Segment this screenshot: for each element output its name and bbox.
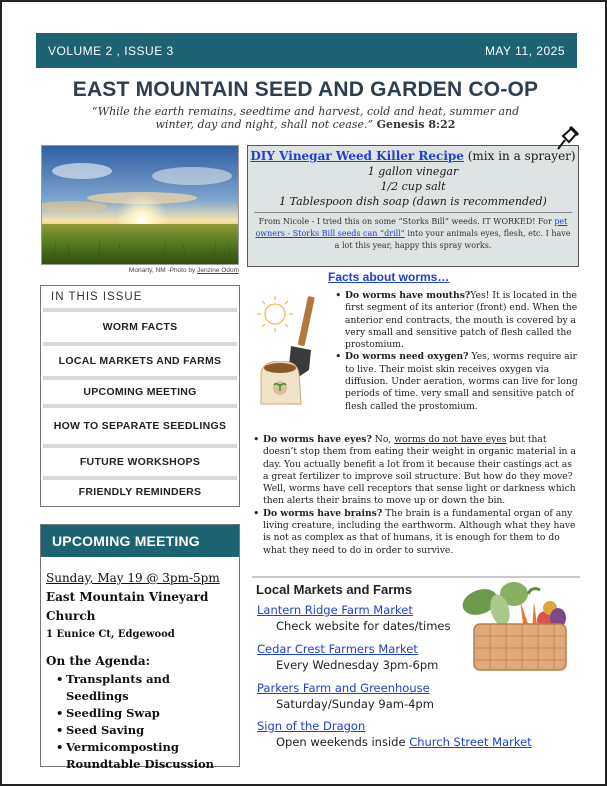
market-entry bbox=[257, 602, 450, 634]
photo-credit: Jenzine Odom bbox=[197, 267, 239, 274]
market-link-parkers-farm[interactable]: Parkers Farm and Greenhouse bbox=[257, 681, 430, 695]
recipe-title bbox=[248, 149, 578, 164]
market-link-cedar-crest[interactable]: Cedar Crest Farmers Market bbox=[257, 642, 418, 656]
market-hours-text: Open weekends inside bbox=[276, 735, 410, 749]
meeting-heading: UPCOMING MEETING bbox=[41, 525, 239, 557]
worm-question: Do worms have mouths? bbox=[345, 290, 471, 301]
recipe-note bbox=[248, 216, 578, 252]
worm-fact bbox=[252, 434, 579, 508]
market-link-lantern-ridge[interactable]: Lantern Ridge Farm Market bbox=[257, 603, 413, 617]
toc-item-future-workshops[interactable]: FUTURE WORKSHOPS bbox=[43, 444, 237, 476]
weed-killer-recipe-box bbox=[247, 145, 579, 267]
toc-heading: IN THIS ISSUE bbox=[51, 291, 143, 303]
market-hours: Saturday/Sunday 9am-4pm bbox=[276, 697, 434, 711]
market-entry bbox=[257, 641, 438, 673]
worm-fact bbox=[334, 290, 579, 351]
market-entry bbox=[257, 718, 532, 750]
worm-question: Do worms have brains? bbox=[263, 507, 383, 519]
upcoming-meeting-box bbox=[40, 524, 240, 771]
church-street-market-link[interactable]: Church Street Market bbox=[409, 735, 532, 749]
recipe-title-link[interactable]: DIY Vinegar Weed Killer Recipe bbox=[250, 149, 464, 163]
meeting-date: Sunday, May 19 @ 3pm-5pm bbox=[46, 571, 220, 585]
worm-answer: but that doesn’t stop them from eating their weight in organic material in a day. You actually benefit a lot from it because their castings act as a great fertilizer to improve soil structure. But how do they move? Well, worms have cell receptors that sense light or darkness which then alerts their brains to move up or down the bin. bbox=[263, 434, 576, 507]
newsletter-title: EAST MOUNTAIN SEED AND GARDEN CO-OP bbox=[72, 78, 539, 101]
issue-date: MAY 11, 2025 bbox=[484, 43, 565, 58]
worms-heading[interactable]: Facts about worms… bbox=[328, 270, 450, 284]
worm-facts-list-bottom bbox=[252, 434, 579, 557]
agenda-item: • Transplants and Seedlings bbox=[56, 671, 234, 705]
storks-bill-link[interactable]: pet owners - Storks Bill seeds can “drill” bbox=[255, 217, 568, 238]
worm-answer: No, bbox=[371, 434, 395, 445]
markets-divider bbox=[252, 576, 580, 578]
toc-item-friendly-reminders[interactable]: FRIENDLY REMINDERS bbox=[43, 476, 237, 503]
agenda-list bbox=[46, 671, 234, 773]
market-entry bbox=[257, 680, 434, 712]
recipe-note-part: into your animals eyes, flesh, etc. I have a lot this year, happy this spray works. bbox=[334, 229, 571, 250]
in-this-issue-box bbox=[40, 285, 240, 507]
recipe-ingredient: 1/2 cup salt bbox=[380, 180, 446, 193]
agenda-item: • Seed Saving bbox=[56, 722, 234, 739]
toc-item-upcoming-meeting[interactable]: UPCOMING MEETING bbox=[43, 376, 237, 404]
agenda-item: • Vermicomposting Roundtable Discussion bbox=[56, 739, 234, 773]
agenda-item: • Seedling Swap bbox=[56, 705, 234, 722]
worm-answer: The brain is a fundamental organ of any living creature, including the earthworm. Although what they have is not as complex as that of humans, it is enough for them to do what they need to do in order to survive. bbox=[263, 507, 576, 556]
vegetable-basket-illustration bbox=[450, 580, 580, 674]
worm-answer: Yes, worms require air to live. Their moist skin receives oxygen via diffusion. Under aeration, worms can live for long periods of time. very small and sensitive patch of flesh called the prostomium. bbox=[345, 351, 578, 412]
meeting-place: East Mountain Vineyard Church bbox=[46, 590, 209, 623]
photo-caption bbox=[41, 267, 239, 274]
recipe-title-rest: (mix in a sprayer) bbox=[463, 149, 576, 163]
recipe-ingredient: 1 gallon vinegar bbox=[367, 165, 459, 178]
worm-question: Do worms have eyes? bbox=[263, 434, 372, 445]
market-hours: Check website for dates/times bbox=[276, 619, 451, 633]
worm-fact bbox=[252, 508, 579, 557]
meeting-address: 1 Eunice Ct, Edgewood bbox=[46, 629, 175, 640]
shovel-seed-bag-illustration bbox=[251, 290, 329, 408]
issue-number: VOLUME 2 , ISSUE 3 bbox=[48, 43, 174, 58]
quote-text: “While the earth remains, seedtime and harvest, cold and heat, summer and winter, day and night, shall not cease.” bbox=[91, 105, 520, 131]
worm-answer: Yes! It is located in the first segment of its anterior (front) end. When the anterior end contracts, the mouth is covered by a very small and sensitive patch of flesh called the prostomium. bbox=[345, 290, 578, 351]
agenda-label: On the Agenda: bbox=[46, 654, 151, 668]
scripture-quote bbox=[72, 105, 539, 131]
toc-item-separate-seedlings[interactable]: HOW TO SEPARATE SEEDLINGS bbox=[43, 404, 237, 444]
quote-citation: Genesis 8:22 bbox=[376, 118, 456, 131]
market-link-sign-of-dragon[interactable]: Sign of the Dragon bbox=[257, 719, 366, 733]
markets-heading: Local Markets and Farms bbox=[256, 582, 413, 597]
issue-banner bbox=[36, 33, 577, 68]
recipe-note-part: From Nicole - I tried this on some “Storks Bill” weeds. IT WORKED! For bbox=[258, 217, 555, 226]
worm-facts-list-top bbox=[334, 290, 579, 413]
worm-fact bbox=[334, 351, 579, 412]
pushpin-icon bbox=[554, 124, 580, 152]
photo-location: Moriarty, NM -Photo by bbox=[128, 267, 196, 274]
worm-answer-link[interactable]: worms do not have eyes bbox=[394, 434, 507, 445]
recipe-divider bbox=[254, 212, 572, 213]
toc-item-worm-facts[interactable]: WORM FACTS bbox=[43, 308, 237, 342]
worm-question: Do worms need oxygen? bbox=[345, 351, 469, 363]
toc-item-local-markets[interactable]: LOCAL MARKETS AND FARMS bbox=[43, 342, 237, 376]
market-hours: Every Wednesday 3pm-6pm bbox=[276, 658, 439, 672]
recipe-ingredient: 1 Tablespoon dish soap (dawn is recommended) bbox=[279, 195, 547, 208]
market-hours bbox=[257, 734, 532, 750]
sunset-field-photo bbox=[41, 145, 239, 265]
